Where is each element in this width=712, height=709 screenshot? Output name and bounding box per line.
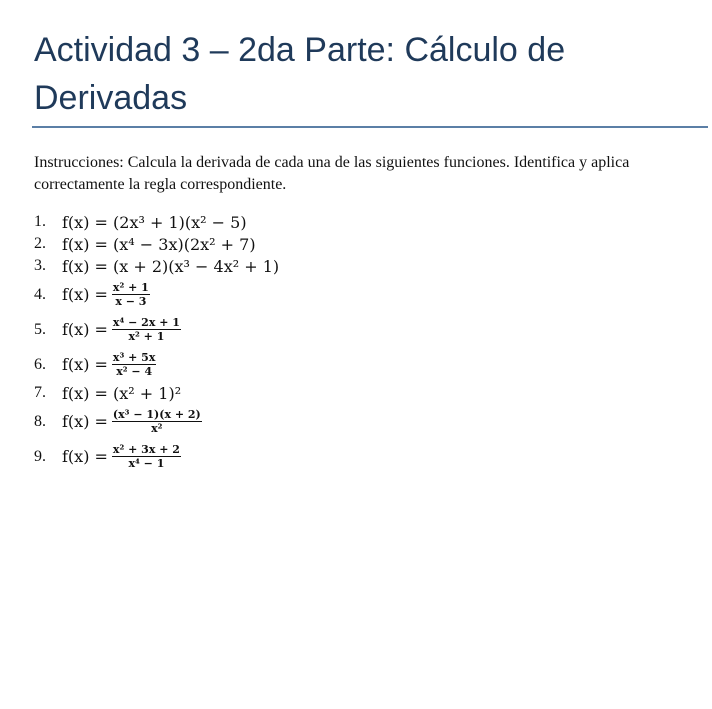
exercise-item — [34, 211, 279, 233]
exercise-number: 8. — [34, 412, 46, 430]
fraction-denominator: x² — [151, 422, 163, 435]
function-lhs: f(x) = — [62, 383, 114, 403]
exercise-number: 6. — [34, 355, 46, 373]
exercise-number: 9. — [34, 447, 46, 465]
fraction — [112, 351, 156, 378]
exercise-item — [34, 233, 279, 255]
fraction-denominator: x² + 1 — [128, 330, 165, 343]
function-expression: (2x³ + 1)(x² − 5) — [113, 212, 247, 232]
exercise-number: 7. — [34, 384, 46, 401]
exercise-number: 3. — [34, 257, 46, 274]
function-lhs: f(x) = — [62, 285, 108, 304]
exercise-item — [34, 255, 279, 277]
exercise-item — [34, 382, 279, 404]
fraction-numerator: x² + 1 — [112, 281, 149, 294]
fraction — [112, 316, 181, 343]
function-lhs: f(x) = — [62, 355, 108, 374]
exercise-number: 1. — [34, 213, 46, 230]
function-lhs: f(x) = — [62, 447, 108, 466]
fraction-numerator: x² + 3x + 2 — [112, 443, 180, 456]
exercise-item — [34, 347, 279, 382]
exercise-item — [34, 312, 279, 347]
function-expression: (x + 2)(x³ − 4x² + 1) — [113, 256, 280, 276]
title-divider — [32, 126, 708, 128]
fraction — [112, 281, 150, 308]
fraction-denominator: x⁴ − 1 — [128, 457, 165, 470]
exercise-list — [34, 211, 279, 474]
exercise-item — [34, 277, 279, 312]
function-expression: (x² + 1)² — [113, 383, 182, 403]
exercise-number: 4. — [34, 285, 46, 303]
exercise-number: 2. — [34, 235, 46, 252]
fraction-numerator: x⁴ − 2x + 1 — [112, 316, 180, 329]
instructions-text: Instrucciones: Calcula la derivada de cada una de las siguientes funciones. Identifica y aplica correctamente la regla correspondiente. — [34, 154, 630, 193]
exercise-item — [34, 439, 279, 474]
fraction-denominator: x² − 4 — [116, 365, 153, 378]
fraction-numerator: x³ + 5x — [112, 351, 156, 364]
function-expression: (x⁴ − 3x)(2x² + 7) — [113, 234, 256, 254]
fraction — [112, 408, 202, 435]
page-title: Actividad 3 – 2da Parte: Cálculo de Derivadas — [34, 31, 566, 117]
function-lhs: f(x) = — [62, 320, 108, 339]
exercise-number: 5. — [34, 320, 46, 338]
function-lhs: f(x) = — [62, 256, 114, 276]
function-lhs: f(x) = — [62, 212, 114, 232]
exercise-item — [34, 404, 279, 439]
fraction — [112, 443, 181, 470]
function-lhs: f(x) = — [62, 412, 108, 431]
fraction-numerator: (x³ − 1)(x + 2) — [112, 408, 201, 421]
fraction-denominator: x − 3 — [115, 295, 147, 308]
function-lhs: f(x) = — [62, 234, 114, 254]
